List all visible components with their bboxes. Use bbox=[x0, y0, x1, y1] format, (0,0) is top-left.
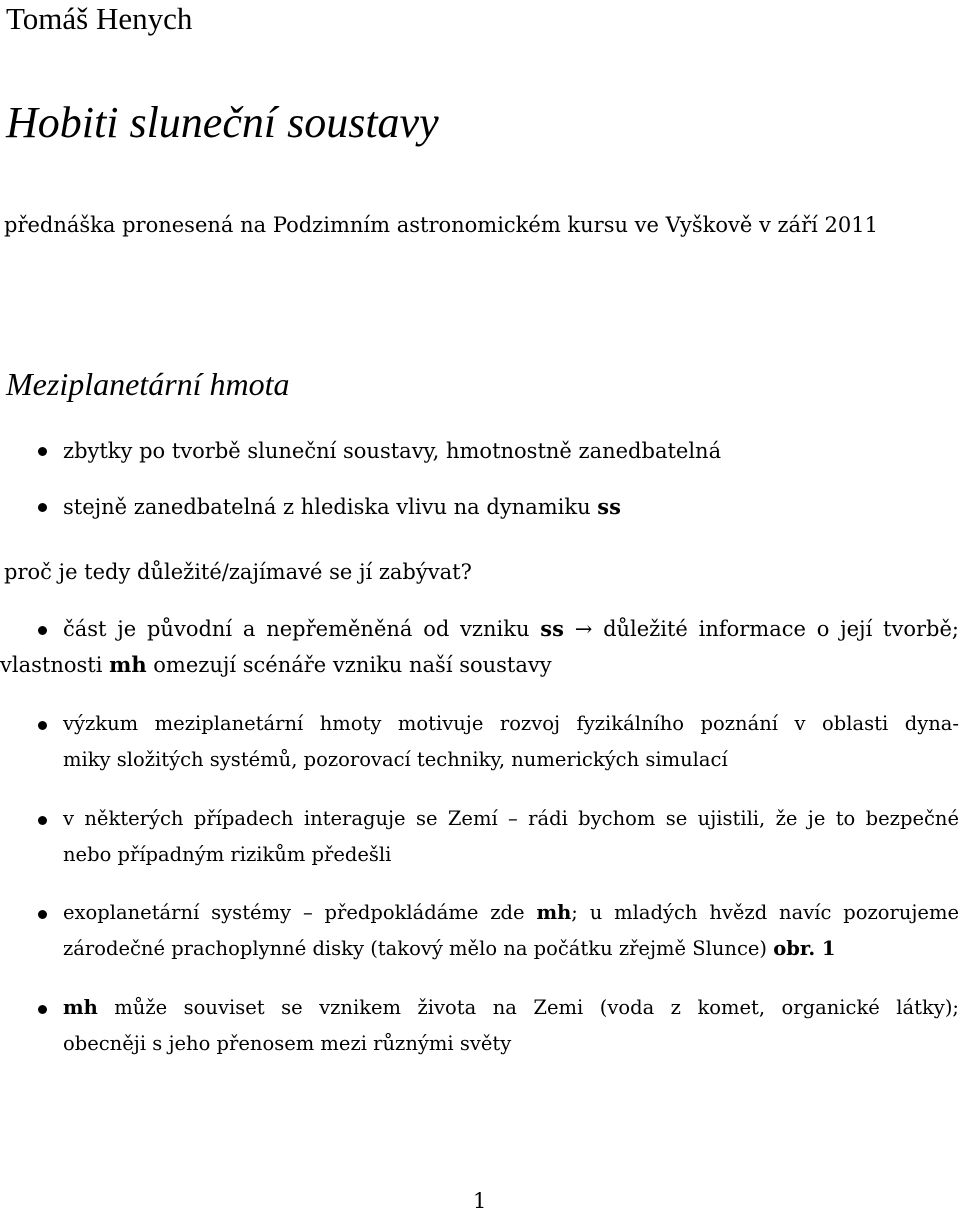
list-item-text: mh může souviset se vznikem života na Zemi (voda z komet, organické látky); obecněji s jeho přenosem mezi různými světy bbox=[63, 996, 959, 1055]
document-subtitle: přednáška pronesená na Podzimním astronomickém kursu ve Vyškově v září 2011 bbox=[4, 213, 878, 237]
figure-reference: obr. 1 bbox=[773, 937, 836, 960]
list-item-text: výzkum meziplanetární hmoty motivuje rozvoj fyzikálního poznání v oblasti dyna- miky složitých systémů, pozorovací techniky, numerických simulací bbox=[63, 712, 959, 771]
list-item-text: zbytky po tvorbě sluneční soustavy, hmotnostně zanedbatelná bbox=[63, 439, 722, 463]
list-item-text: exoplanetární systémy – předpokládáme zde mh; u mladých hvězd navíc pozorujeme zárodečné prachoplynné disky (takový mělo na počátku zřejmě Slunce) obr. 1 bbox=[63, 901, 960, 960]
list-item-text: v některých případech interaguje se Zemí – rádi bychom se ujistili, že je to bezpečné nebo případným rizikům předešli bbox=[63, 807, 959, 866]
list-item-text: stejně zanedbatelná z hlediska vlivu na dynamiku ss bbox=[63, 494, 621, 519]
bullet-icon bbox=[38, 910, 47, 919]
bullet-icon bbox=[38, 626, 47, 635]
author-name: Tomáš Henych bbox=[6, 1, 193, 36]
bullet-icon bbox=[38, 447, 47, 456]
bullet-icon bbox=[38, 503, 47, 512]
section-heading: Meziplanetární hmota bbox=[6, 366, 290, 402]
list-item-text: část je původní a nepřeměněná od vzniku ss → důležité informace o její tvorbě; vlastnosti mh omezují scénáře vzniku naší soustavy bbox=[0, 616, 959, 677]
bullet-icon bbox=[38, 816, 47, 825]
abbrev-ss: ss bbox=[597, 494, 621, 519]
document-title: Hobiti sluneční soustavy bbox=[6, 98, 439, 147]
bullet-icon bbox=[38, 1005, 47, 1014]
page-number: 1 bbox=[473, 1189, 487, 1213]
bullet-icon bbox=[38, 721, 47, 730]
arrow-icon: → bbox=[574, 617, 593, 641]
question-text: proč je tedy důležité/zajímavé se jí zabývat? bbox=[4, 560, 472, 584]
